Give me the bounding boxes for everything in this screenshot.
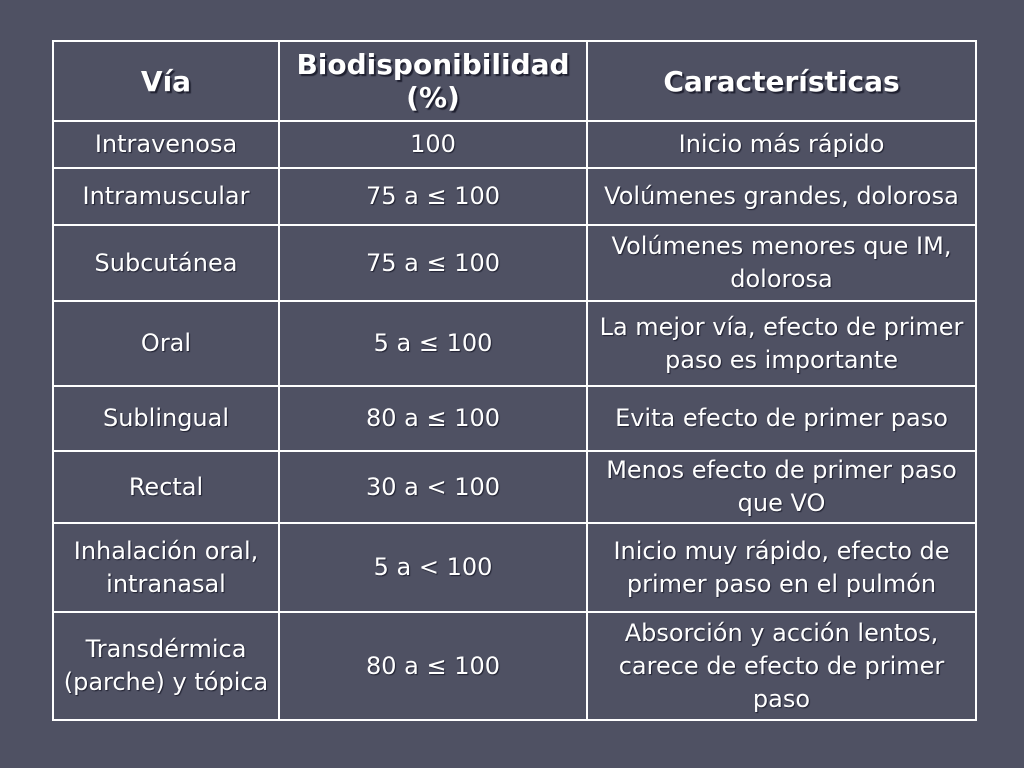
cell-characteristics: Volúmenes grandes, dolorosa (587, 168, 976, 225)
cell-bioavailability: 30 a < 100 (279, 451, 587, 523)
cell-characteristics: Evita efecto de primer paso (587, 386, 976, 451)
cell-via: Sublingual (53, 386, 279, 451)
cell-via: Intramuscular (53, 168, 279, 225)
bioavailability-table (52, 40, 977, 721)
cell-via: Intravenosa (53, 121, 279, 168)
cell-via: Rectal (53, 451, 279, 523)
table-header-row (53, 41, 976, 121)
cell-via: Transdérmica (parche) y tópica (53, 612, 279, 720)
cell-characteristics: Inicio muy rápido, efecto de primer paso en el pulmón (587, 523, 976, 612)
cell-via: Inhalación oral, intranasal (53, 523, 279, 612)
table-row (53, 523, 976, 612)
cell-characteristics: Menos efecto de primer paso que VO (587, 451, 976, 523)
cell-bioavailability: 5 a ≤ 100 (279, 301, 587, 386)
table-row (53, 301, 976, 386)
header-bioavailability: Biodisponibilidad (%) (279, 41, 587, 121)
header-via: Vía (53, 41, 279, 121)
table-row (53, 168, 976, 225)
cell-bioavailability: 100 (279, 121, 587, 168)
table-row (53, 612, 976, 720)
header-characteristics: Características (587, 41, 976, 121)
cell-bioavailability: 80 a ≤ 100 (279, 386, 587, 451)
cell-characteristics: Absorción y acción lentos, carece de efecto de primer paso (587, 612, 976, 720)
cell-characteristics: Inicio más rápido (587, 121, 976, 168)
cell-bioavailability: 5 a < 100 (279, 523, 587, 612)
cell-characteristics: Volúmenes menores que IM, dolorosa (587, 225, 976, 301)
table-row (53, 386, 976, 451)
table-row (53, 451, 976, 523)
cell-bioavailability: 80 a ≤ 100 (279, 612, 587, 720)
table-row (53, 121, 976, 168)
cell-via: Oral (53, 301, 279, 386)
cell-bioavailability: 75 a ≤ 100 (279, 225, 587, 301)
table-row (53, 225, 976, 301)
cell-characteristics: La mejor vía, efecto de primer paso es importante (587, 301, 976, 386)
cell-bioavailability: 75 a ≤ 100 (279, 168, 587, 225)
cell-via: Subcutánea (53, 225, 279, 301)
